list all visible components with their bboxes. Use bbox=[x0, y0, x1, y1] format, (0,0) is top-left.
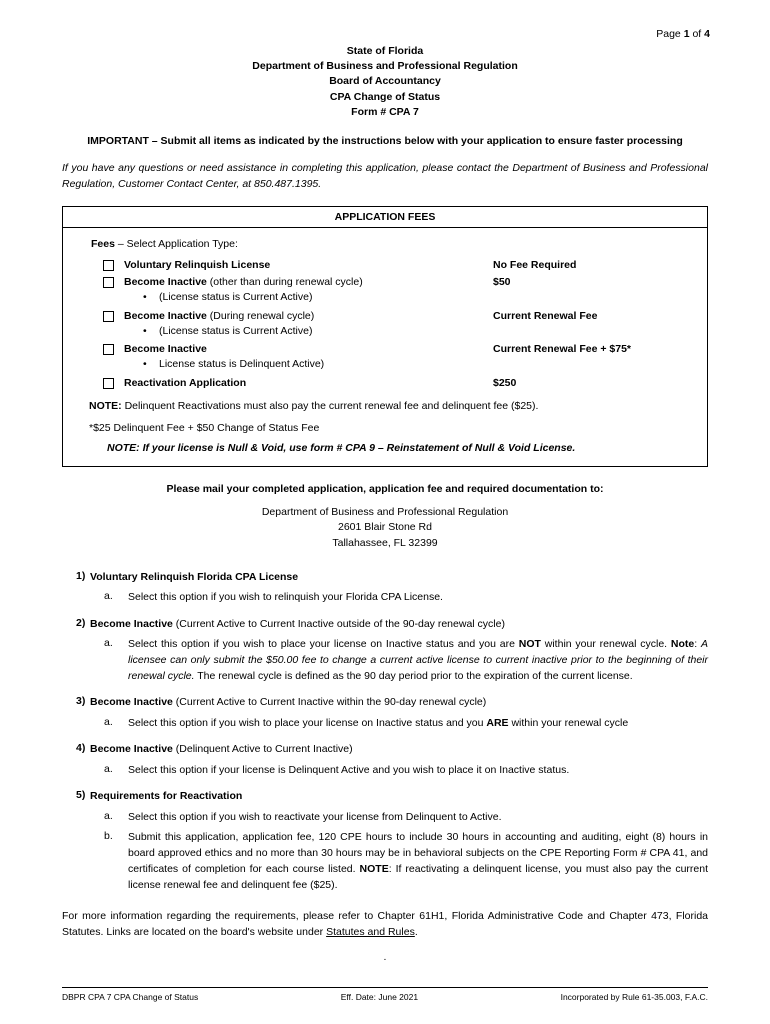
instruction-sub-item bbox=[104, 716, 708, 732]
fee-option-row bbox=[103, 342, 693, 357]
instruction-title bbox=[90, 570, 708, 585]
fee-option-checkbox[interactable] bbox=[103, 344, 114, 355]
document-header bbox=[0, 0, 770, 120]
more-info-text-after: . bbox=[414, 926, 418, 938]
footer-rule-reference: Incorporated by Rule 61-35.003, F.A.C. bbox=[560, 992, 708, 1002]
fee-option-label-main: Become Inactive bbox=[124, 309, 207, 322]
trailing-period: . bbox=[383, 950, 387, 963]
instruction-item bbox=[62, 695, 708, 731]
page-footer bbox=[62, 987, 708, 1002]
instruction-title bbox=[90, 695, 708, 710]
instruction-heading bbox=[62, 570, 708, 585]
instruction-sub-item bbox=[104, 637, 708, 684]
instruction-number: 4) bbox=[76, 742, 86, 755]
fees-select-prefix: Fees bbox=[91, 237, 115, 250]
page-number-total: 4 bbox=[704, 28, 710, 40]
instruction-sub-text: Select this option if you wish to reactivate your license from Delinquent to Active. bbox=[128, 810, 502, 823]
more-info-text-before: For more information regarding the requirements, please refer to Chapter 61H1, Florida Administrative Code and Chapter 473, Florida Statutes. Links are located on the board's website under bbox=[62, 910, 708, 938]
header-form-title: CPA Change of Status bbox=[329, 90, 441, 103]
header-state: State of Florida bbox=[346, 45, 424, 57]
instruction-sub-letter: a. bbox=[104, 637, 113, 650]
instruction-title-main: Become Inactive bbox=[90, 617, 173, 630]
bullet-dot-icon: • bbox=[143, 291, 147, 304]
instruction-heading bbox=[62, 789, 708, 804]
instruction-heading bbox=[62, 695, 708, 710]
page-number bbox=[656, 28, 710, 40]
delinquent-note-text: Delinquent Reactivations must also pay the current renewal fee and delinquent fee ($25). bbox=[121, 400, 539, 413]
fee-option-label bbox=[124, 275, 493, 290]
instruction-number: 2) bbox=[76, 616, 86, 629]
header-form-number: Form # CPA 7 bbox=[351, 105, 419, 118]
delinquent-note bbox=[89, 399, 693, 414]
page-number-prefix: Page bbox=[656, 28, 681, 40]
instruction-title-main: Requirements for Reactivation bbox=[90, 790, 243, 803]
fee-option-label bbox=[124, 376, 493, 391]
fee-option-label bbox=[124, 309, 493, 324]
mailing-instruction: Please mail your completed application, application fee and required documentation to: bbox=[166, 482, 604, 495]
fee-option-amount: Current Renewal Fee + $75* bbox=[493, 343, 632, 356]
instruction-sub-text: Select this option if your license is Delinquent Active and you wish to place it on Inactive status. bbox=[128, 763, 570, 776]
fee-option-amount: Current Renewal Fee bbox=[493, 309, 598, 322]
instruction-sub-item bbox=[104, 830, 708, 893]
footer-form-name: DBPR CPA 7 CPA Change of Status bbox=[62, 992, 199, 1002]
fees-select-label bbox=[91, 238, 693, 250]
instruction-sub-item bbox=[104, 810, 708, 826]
fee-option-row bbox=[103, 275, 693, 290]
fee-option-row bbox=[103, 376, 693, 391]
application-fees-box bbox=[62, 206, 708, 467]
instruction-title bbox=[90, 789, 708, 804]
instruction-heading bbox=[62, 617, 708, 632]
fee-option-checkbox[interactable] bbox=[103, 277, 114, 288]
fee-option-bullet-text: (License status is Current Active) bbox=[159, 291, 313, 304]
application-fees-body bbox=[63, 228, 707, 466]
fee-option-label-detail: (other than during renewal cycle) bbox=[206, 276, 363, 289]
fee-option-label bbox=[124, 342, 493, 357]
instruction-sub-letter: a. bbox=[104, 590, 113, 603]
mailing-address-line1: Department of Business and Professional Regulation bbox=[261, 505, 509, 518]
instruction-sub-text: Submit this application, application fee, 120 CPE hours to include 30 hours in accounting and auditing, eight (8) hours in board approved ethics and no more than 30 hours may be in behavioral subjects on the CPE Reporting Form # CPA 41, and certificates of completion for each course listed. NOTE: If reactivating a delinquent license, you must also pay the current license renewal fee and delinquent fee ($25). bbox=[128, 831, 708, 891]
header-department: Department of Business and Professional Regulation bbox=[252, 60, 518, 73]
fee-option-bullet-text: License status is Delinquent Active) bbox=[159, 358, 325, 370]
fee-option-label-detail: (During renewal cycle) bbox=[206, 309, 315, 322]
fees-select-text: – Select Application Type: bbox=[114, 237, 238, 250]
fee-option-row bbox=[103, 258, 693, 273]
instruction-sub-letter: a. bbox=[104, 715, 113, 728]
instruction-title-detail: (Current Active to Current Inactive outside of the 90-day renewal cycle) bbox=[172, 617, 505, 630]
instruction-title bbox=[90, 742, 708, 757]
instruction-item bbox=[62, 789, 708, 893]
delinquent-note-label: NOTE: bbox=[89, 400, 122, 413]
instruction-sub-text: Select this option if you wish to relinquish your Florida CPA License. bbox=[128, 591, 443, 604]
footer-effective-date: Eff. Date: June 2021 bbox=[340, 992, 419, 1002]
fee-option-label bbox=[124, 258, 493, 273]
fee-option-amount: $250 bbox=[493, 376, 517, 389]
instruction-sub-text: Select this option if you wish to place your license on Inactive status and you ARE within your renewal cycle bbox=[128, 716, 629, 729]
assistance-note: If you have any questions or need assistance in completing this application, please contact the Department of Business and Professional Regulation, Customer Contact Center, at 850.487.1395. bbox=[62, 162, 708, 190]
instruction-sub-letter: b. bbox=[104, 830, 113, 843]
fee-option-row bbox=[103, 309, 693, 324]
instruction-sub-letter: a. bbox=[104, 809, 113, 822]
fee-option-bullet bbox=[143, 290, 693, 306]
instruction-item bbox=[62, 617, 708, 684]
fee-option-checkbox[interactable] bbox=[103, 311, 114, 322]
instruction-number: 5) bbox=[76, 789, 86, 802]
instruction-sub-item bbox=[104, 590, 708, 606]
fee-option-bullet bbox=[143, 357, 693, 373]
bullet-dot-icon: • bbox=[143, 324, 147, 337]
delinquent-fee-breakdown: *$25 Delinquent Fee + $50 Change of Status Fee bbox=[89, 421, 320, 434]
fee-option-label-main: Reactivation Application bbox=[124, 376, 247, 389]
instruction-title-detail: (Delinquent Active to Current Inactive) bbox=[172, 743, 353, 756]
page-number-of: of bbox=[692, 28, 702, 40]
instructions-list bbox=[62, 570, 708, 893]
fee-options-list bbox=[77, 258, 693, 391]
more-information-paragraph bbox=[62, 909, 708, 941]
fee-option-bullet-text: (License status is Current Active) bbox=[159, 324, 313, 337]
instruction-title bbox=[90, 617, 708, 632]
instruction-heading bbox=[62, 742, 708, 757]
page-number-current: 1 bbox=[683, 28, 690, 40]
fee-option-amount: No Fee Required bbox=[493, 258, 577, 271]
mailing-address-line3: Tallahassee, FL 32399 bbox=[332, 537, 438, 550]
fee-option-amount: $50 bbox=[493, 276, 511, 289]
fee-option-checkbox[interactable] bbox=[103, 378, 114, 389]
instruction-number: 3) bbox=[76, 695, 86, 708]
fee-option-checkbox[interactable] bbox=[103, 260, 114, 271]
instruction-title-main: Become Inactive bbox=[90, 696, 173, 709]
application-fees-title: APPLICATION FEES bbox=[63, 207, 707, 228]
statutes-and-rules-link[interactable]: Statutes and Rules bbox=[326, 926, 415, 938]
fee-option-label-main: Become Inactive bbox=[124, 276, 207, 289]
null-void-note: NOTE: If your license is Null & Void, use form # CPA 9 – Reinstatement of Null & Void License. bbox=[107, 441, 576, 454]
instruction-item bbox=[62, 742, 708, 778]
instruction-number: 1) bbox=[76, 569, 86, 582]
instruction-item bbox=[62, 570, 708, 606]
instruction-title-main: Voluntary Relinquish Florida CPA License bbox=[90, 570, 299, 583]
mailing-address bbox=[0, 505, 770, 552]
instruction-title-detail: (Current Active to Current Inactive within the 90-day renewal cycle) bbox=[172, 696, 487, 709]
bullet-dot-icon: • bbox=[143, 358, 147, 370]
fee-option-label-main: Become Inactive bbox=[124, 343, 207, 356]
fee-option-label-main: Voluntary Relinquish License bbox=[124, 258, 271, 271]
instruction-title-main: Become Inactive bbox=[90, 743, 173, 756]
header-board: Board of Accountancy bbox=[329, 75, 441, 88]
important-notice: IMPORTANT – Submit all items as indicated by the instructions below with your application to ensure faster processing bbox=[87, 135, 683, 148]
mailing-address-line2: 2601 Blair Stone Rd bbox=[338, 521, 432, 534]
instruction-sub-letter: a. bbox=[104, 762, 113, 775]
fee-option-bullet bbox=[143, 324, 693, 340]
instruction-sub-text: Select this option if you wish to place your license on Inactive status and you are NOT within your renewal cycle. Note: A licensee can only submit the $50.00 fee to change a current active license to current inactive prior to the beginning of their renewal cycle. The renewal cycle is defined as the 90 day period prior to the expiration of the current license. bbox=[128, 638, 708, 682]
instruction-sub-item bbox=[104, 763, 708, 779]
